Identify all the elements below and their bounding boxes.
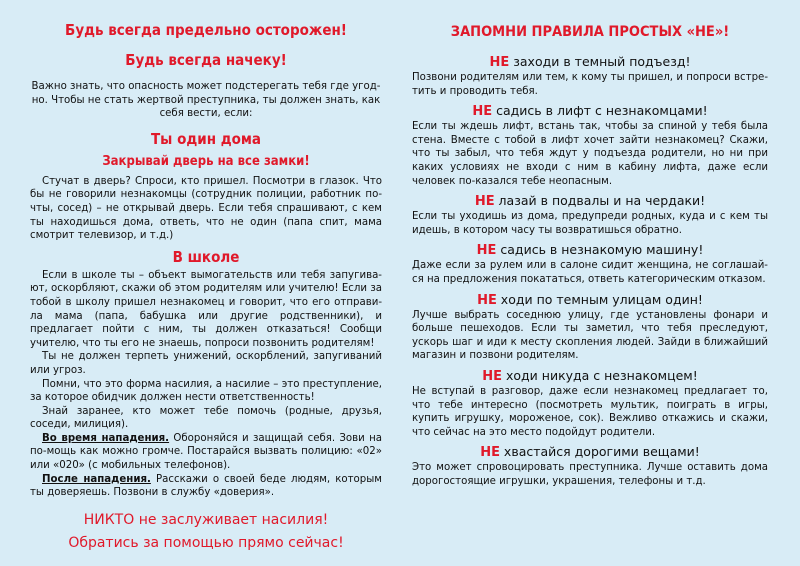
rule-heading (412, 103, 768, 120)
rules-title: ЗАПОМНИ ПРАВИЛА ПРОСТЫХ «НЕ»! (450, 24, 730, 40)
rule-heading-text: заходи в темный подъезд! (509, 54, 691, 69)
rule-text: Не вступай в разговор, даже если незнакомец предлагает то, что тебе интересно (посмотреть мультик, поиграть в игры, купить игрушку, мороженое, сок). Вежливо откажись и скажи, что сейчас на это место подойдут родители. (412, 385, 768, 438)
rule-heading (412, 242, 768, 259)
title-alert: Будь всегда начеку! (125, 51, 287, 69)
rule-heading (412, 444, 768, 461)
rule-heading (412, 368, 768, 385)
rule-ne: НЕ (472, 104, 493, 120)
rule-heading-text: хвастайся дорогими вещами! (499, 444, 700, 460)
rule-text: Если ты уходишь из дома, предупреди родных, куда и с кем ты идешь, в котором часу ты возвратишься обратно. (412, 211, 768, 236)
rule-item (412, 444, 768, 488)
intro-text: Важно знать, что опасность может подстерегать тебя где угод-но. Чтобы не стать жертвой преступника, ты должен знать, как себя вести, если: (31, 81, 381, 120)
rule-item (412, 103, 768, 188)
rule-item (412, 242, 768, 286)
rule-heading-text: садись в лифт с незнакомцами! (492, 103, 708, 119)
rule-heading (412, 54, 768, 71)
rule-heading-text: ходи никуда с незнакомцем! (502, 367, 698, 383)
left-column (30, 0, 382, 566)
footer-nobody: НИКТО не заслуживает насилия! (83, 511, 329, 528)
during-attack-paragraph (30, 432, 382, 473)
rule-ne: НЕ (477, 292, 497, 308)
after-attack-paragraph (30, 473, 382, 500)
rule-heading-text: ходи по темным улицам один! (496, 291, 703, 307)
rule-text: Если ты ждешь лифт, встань так, чтобы за спиной у тебя была стена. Вместе с тобой в лифт хочет зайти незнакомец? Скажи, что ты забыл, что тебя ждут у подъезда родители, но ни при каких условиях не входи с ним в кабину лифта, даже если человек по-казался тебе неопасным. (412, 121, 768, 187)
rule-item (412, 368, 768, 439)
home-title: Ты один дома (150, 129, 262, 148)
during-attack-text: Обороняйся и защищай себя. Зови на по-мощь как можно громче. Постарайся вызвать полицию: «02» или «020» (с мобильных телефонов). (30, 432, 382, 472)
rule-ne: НЕ (489, 55, 510, 70)
rule-ne: НЕ (474, 194, 495, 210)
home-text: Стучат в дверь? Спроси, кто пришел. Посмотри в глазок. Что бы не говорили незнакомцы (сотрудник полиции, работник по-чты, сосед) – не открывай дверь. Если тебя спрашивают, с кем ты находишься дома, ответь, что не один (папа спит, мама смотрит телевизор, и т.д.) (30, 175, 382, 242)
school-paragraph-2: Ты не должен терпеть унижений, оскорблений, запугиваний или угроз. (30, 351, 382, 376)
rule-text: Позвони родителям или тем, к кому ты пришел, и попроси встре-тить и проводить тебя. (412, 72, 768, 97)
rule-text: Это может спровоцировать преступника. Лучше оставить дома дорогостоящие игрушки, украшения, телефоны и т.д. (412, 462, 768, 487)
school-paragraph-4: Знай заранее, кто может тебе помочь (родные, друзья, соседи, милиция). (30, 405, 382, 431)
rule-text: Даже если за рулем или в салоне сидит женщина, не соглашай-ся на предложения покататься, ответь категорическим отказом. (412, 260, 768, 285)
rule-text: Лучше выбрать соседнюю улицу, где установлены фонари и больше пешеходов. Если ты заметил, что тебя преследуют, ускорь шаг и иди к месту скопления людей. Зайди в ближайший магазин и позвони родителям. (412, 309, 768, 362)
during-attack-label: Во время нападения. (42, 432, 170, 444)
rule-heading-text: садись в незнакомую машину! (496, 242, 704, 258)
rule-item (412, 54, 768, 98)
rule-ne: НЕ (476, 243, 497, 259)
home-subtitle: Закрывай дверь на все замки! (102, 153, 310, 169)
rule-heading-text: лазай в подвалы и на чердаки! (494, 193, 706, 209)
school-title: В школе (172, 247, 240, 266)
right-column (412, 0, 768, 566)
rule-item (412, 193, 768, 237)
rule-ne: НЕ (480, 445, 500, 461)
after-attack-text: Расскажи о своей беде людям, которым ты доверяешь. Позвони в службу «доверия». (30, 473, 382, 499)
title-careful: Будь всегда предельно осторожен! (65, 21, 347, 39)
rule-heading (412, 292, 768, 309)
footer-seek-help: Обратись за помощью прямо сейчас! (68, 534, 344, 551)
school-paragraph-3: Помни, что это форма насилия, а насилие – это преступление, за которое обидчик должен нести ответственность! (30, 378, 382, 404)
school-paragraph-1: Если в школе ты – объект вымогательств или тебя запугива-ют, оскорбляют, скажи об этом родителям или учителю! Если за тобой в школу пришел незнакомец и говорит, что его отправи-ла мама (папа, бабушка или другие родственники), и предлагает пойти с ним, ты должен отказаться! Сообщи учителю, что ты его не знаешь, попроси позвонить родителям! (30, 269, 382, 349)
after-attack-label: После нападения. (42, 473, 151, 485)
rule-ne: НЕ (482, 368, 503, 384)
rule-item (412, 292, 768, 363)
rule-heading (412, 193, 768, 210)
